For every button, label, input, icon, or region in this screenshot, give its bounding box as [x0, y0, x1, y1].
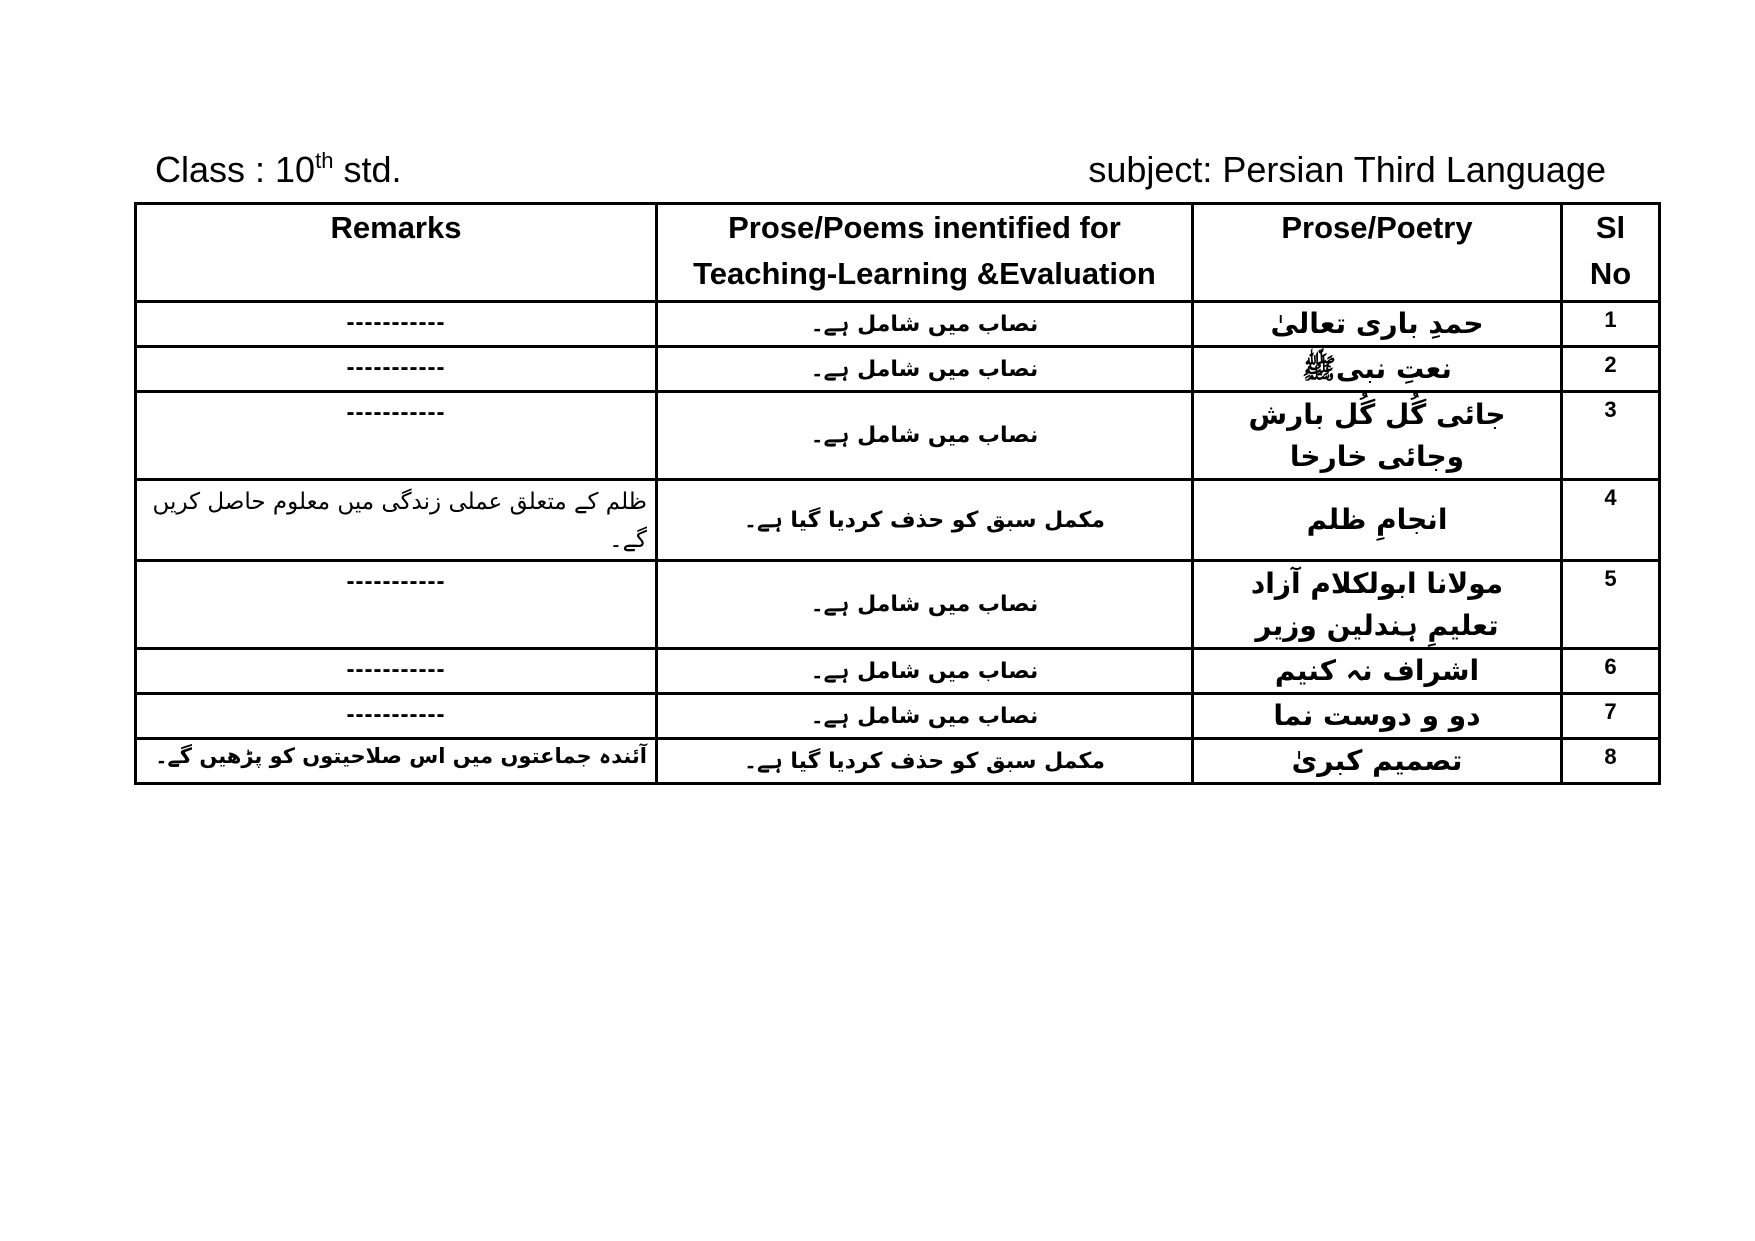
sl-cell [1562, 347, 1660, 392]
prose-cell [1193, 302, 1562, 347]
sl-number: 5 [1604, 566, 1617, 591]
evaluation-cell [657, 392, 1193, 480]
remarks-dash: ----------- [346, 701, 446, 728]
remarks-dash: ----------- [346, 656, 446, 683]
sl-cell [1562, 561, 1660, 649]
sl-number: 4 [1604, 485, 1617, 510]
sl-cell [1562, 480, 1660, 561]
remarks-cell [136, 347, 657, 392]
table-row [136, 302, 1660, 347]
table-row [136, 561, 1660, 649]
col-header-prose-text: Prose/Poetry [1281, 210, 1473, 245]
table-row [136, 649, 1660, 694]
col-header-sl-line2: No [1589, 256, 1632, 291]
sl-cell [1562, 739, 1660, 784]
evaluation-text: نصاب میں شامل ہے۔ [810, 658, 1039, 684]
remarks-dash: ----------- [346, 568, 446, 595]
remarks-dash: ----------- [346, 399, 446, 426]
sl-number: 3 [1604, 397, 1617, 422]
prose-cell [1193, 392, 1562, 480]
remarks-cell [136, 392, 657, 480]
sl-number: 2 [1604, 352, 1617, 377]
sl-number: 8 [1604, 744, 1617, 769]
col-header-sl [1562, 204, 1660, 302]
evaluation-text: مکمل سبق کو حذف کردیا گیا ہے۔ [744, 507, 1105, 533]
col-header-evaluation-line2: Teaching-Learning &Evaluation [693, 256, 1156, 291]
remarks-dash: ----------- [346, 354, 446, 381]
remarks-cell [136, 694, 657, 739]
evaluation-cell [657, 694, 1193, 739]
evaluation-cell [657, 739, 1193, 784]
remarks-cell [136, 739, 657, 784]
evaluation-cell [657, 302, 1193, 347]
prose-title: جائی گُل گُل بارش وجائی خارخا [1248, 397, 1506, 473]
prose-title: مولانا ابولکلام آزاد تعلیمِ ہندلین وزیر [1250, 566, 1504, 642]
class-label-suffix: std. [333, 149, 402, 190]
prose-cell [1193, 480, 1562, 561]
prose-cell [1193, 739, 1562, 784]
remarks-dash: ----------- [346, 309, 446, 336]
syllabus-table [134, 202, 1661, 785]
remarks-text: ظلم کے متعلق عملی زندگی میں معلوم حاصل کریں گے۔ [152, 489, 647, 553]
table-row [136, 480, 1660, 561]
prose-cell [1193, 694, 1562, 739]
sl-number: 6 [1604, 654, 1617, 679]
col-header-evaluation-line1: Prose/Poems inentified for [728, 210, 1121, 245]
remarks-cell [136, 561, 657, 649]
col-header-evaluation [657, 204, 1193, 302]
prose-title: نعتِ نبیﷺ [1302, 352, 1452, 385]
table-row [136, 347, 1660, 392]
evaluation-text: نصاب میں شامل ہے۔ [810, 703, 1039, 729]
sl-cell [1562, 302, 1660, 347]
remarks-cell [136, 649, 657, 694]
col-header-remarks [136, 204, 657, 302]
evaluation-text: نصاب میں شامل ہے۔ [810, 356, 1039, 382]
class-label-text: Class : 10 [155, 149, 316, 190]
evaluation-cell [657, 480, 1193, 561]
subject-label: subject: Persian Third Language [1088, 149, 1606, 190]
evaluation-text: نصاب میں شامل ہے۔ [810, 311, 1039, 337]
class-label [155, 148, 402, 190]
prose-title: تصمیم کبریٰ [1291, 744, 1463, 777]
prose-cell [1193, 561, 1562, 649]
evaluation-cell [657, 347, 1193, 392]
table-row [136, 739, 1660, 784]
prose-title: دو و دوست نما [1273, 699, 1481, 732]
sl-cell [1562, 694, 1660, 739]
col-header-sl-line1: Sl [1595, 210, 1626, 245]
evaluation-text: نصاب میں شامل ہے۔ [810, 423, 1039, 448]
prose-cell [1193, 649, 1562, 694]
table-header-row [136, 204, 1660, 302]
prose-title: اشراف نہ کنیم [1274, 654, 1480, 687]
evaluation-cell [657, 649, 1193, 694]
sl-cell [1562, 392, 1660, 480]
evaluation-text: مکمل سبق کو حذف کردیا گیا ہے۔ [744, 748, 1105, 774]
remarks-cell [136, 302, 657, 347]
col-header-prose [1193, 204, 1562, 302]
sl-number: 1 [1604, 307, 1617, 332]
table-row [136, 694, 1660, 739]
prose-title: انجامِ ظلم [1306, 503, 1448, 536]
col-header-remarks-text: Remarks [330, 210, 462, 245]
remarks-cell [136, 480, 657, 561]
remarks-text: آئندہ جماعتوں میں اس صلاحیتوں کو پڑھیں گے۔ [155, 744, 647, 768]
sl-cell [1562, 649, 1660, 694]
sl-number: 7 [1604, 699, 1617, 724]
evaluation-text: نصاب میں شامل ہے۔ [810, 592, 1039, 617]
prose-cell [1193, 347, 1562, 392]
class-label-sup: th [315, 148, 334, 173]
prose-title: حمدِ باری تعالیٰ [1270, 307, 1484, 340]
evaluation-cell [657, 561, 1193, 649]
table-row [136, 392, 1660, 480]
